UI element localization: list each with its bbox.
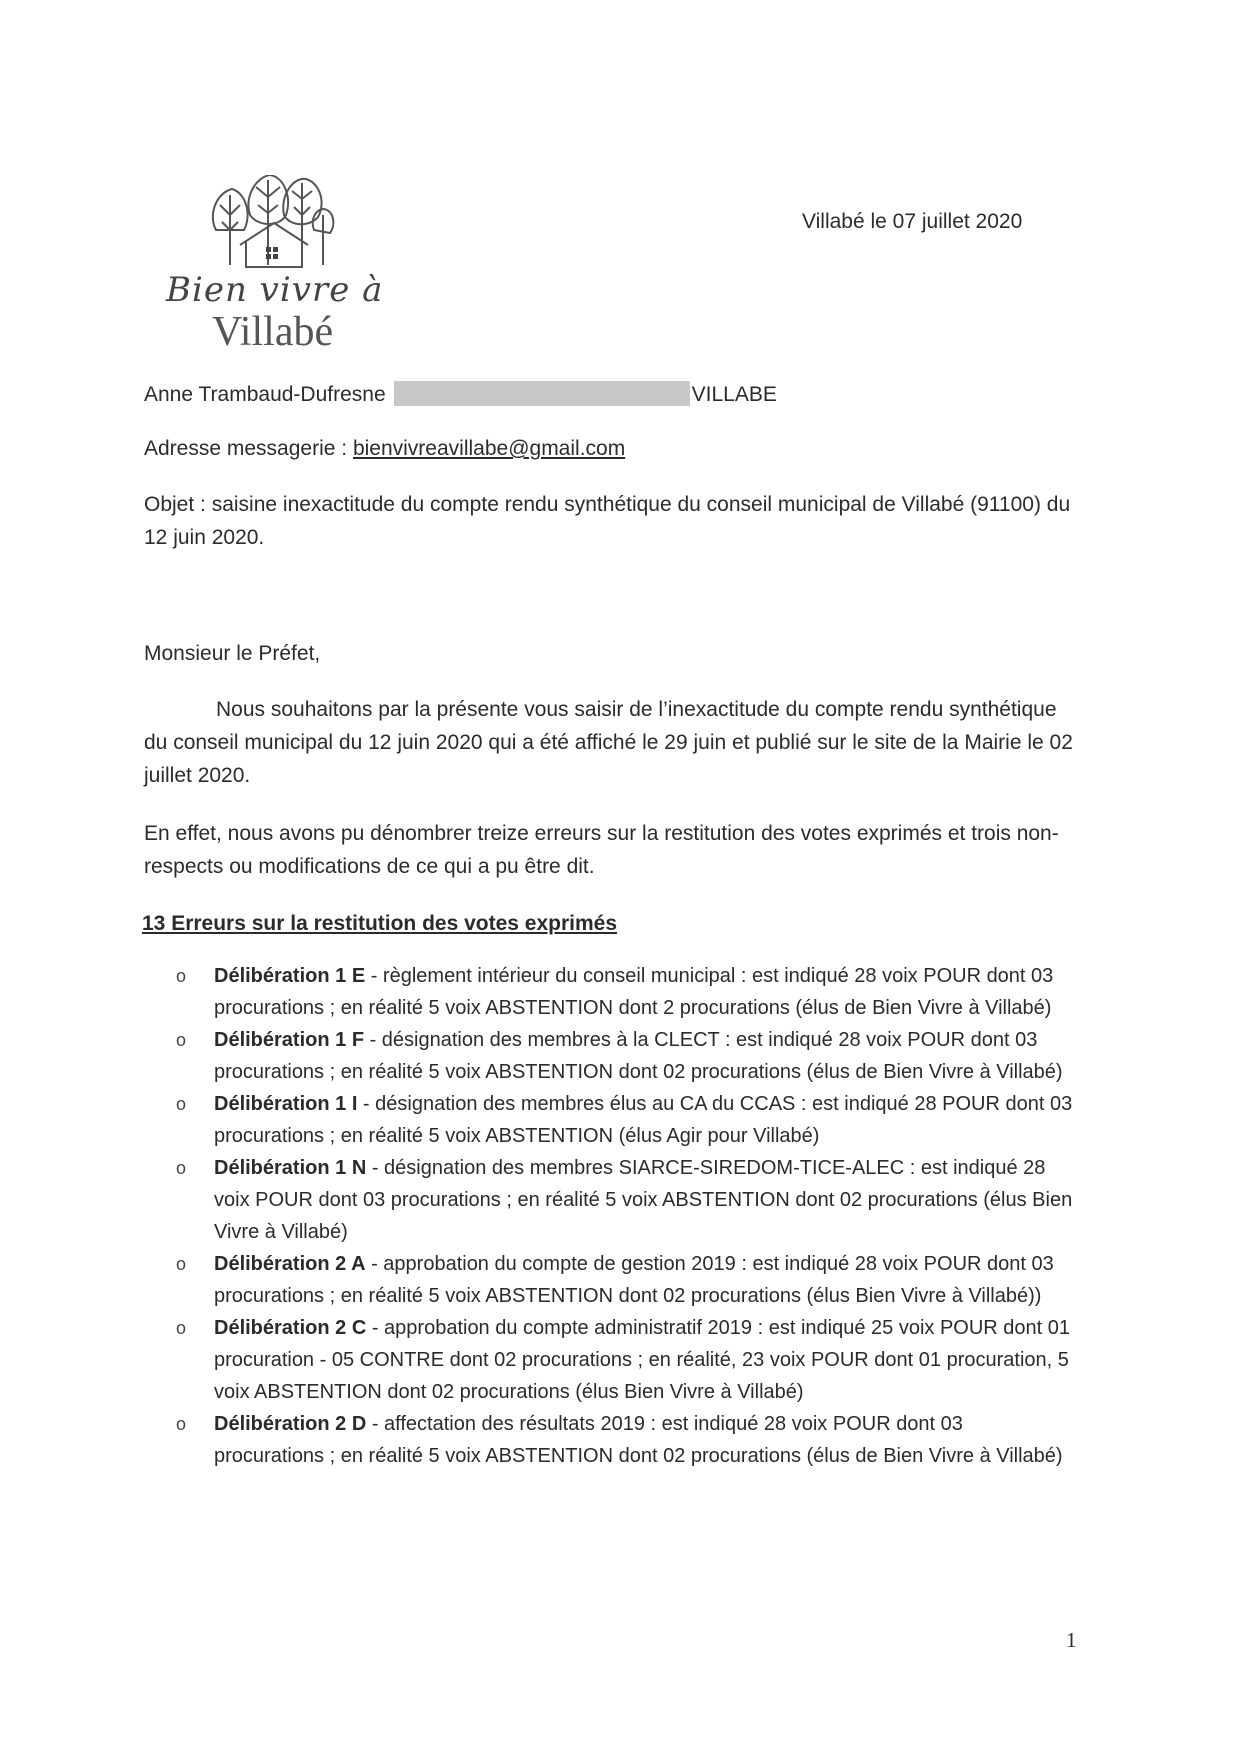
list-item xyxy=(176,1312,1076,1408)
section-title: 13 Erreurs sur la restitution des votes exprimés xyxy=(142,912,618,935)
list-item xyxy=(176,1248,1076,1312)
logo-script-text: Bien vivre à xyxy=(166,270,384,310)
paragraph-1-text: Nous souhaitons par la présente vous saisir de l’inexactitude du compte rendu synthétique du conseil municipal du 12 juin 2020 qui a été affiché le 29 juin et publié sur le site de la Mairie le 02 juillet 2020. xyxy=(144,698,1073,787)
item-label: Délibération 2 A xyxy=(214,1253,366,1275)
body-paragraph-1 xyxy=(144,693,1074,792)
logo-town-name: Villabé xyxy=(212,309,334,355)
item-text: - désignation des membres à la CLECT : est indiqué 28 voix POUR dont 03 procurations ; en réalité 5 voix ABSTENTION dont 02 procurations (élus de Bien Vivre à Villabé) xyxy=(214,1029,1063,1083)
item-label: Délibération 1 F xyxy=(214,1029,365,1051)
bullet-icon: o xyxy=(176,1414,187,1434)
list-item xyxy=(176,1152,1076,1248)
item-label: Délibération 1 I xyxy=(214,1093,358,1115)
item-text: - affectation des résultats 2019 : est indiqué 28 voix POUR dont 03 procurations ; en réalité 5 voix ABSTENTION dont 02 procurations (élus de Bien Vivre à Villabé) xyxy=(214,1413,1063,1467)
item-label: Délibération 2 D xyxy=(214,1413,367,1435)
item-label: Délibération 1 N xyxy=(214,1157,367,1179)
sender-line xyxy=(144,381,777,407)
bullet-icon: o xyxy=(176,966,187,986)
letter-date: Villabé le 07 juillet 2020 xyxy=(802,210,1023,233)
item-text: - désignation des membres élus au CA du CCAS : est indiqué 28 POUR dont 03 procurations ; en réalité 5 voix ABSTENTION (élus Agir pour Villabé) xyxy=(214,1093,1073,1147)
subject-text: Objet : saisine inexactitude du compte rendu synthétique du conseil municipal de Villabé (91100) du 12 juin 2020. xyxy=(144,493,1071,549)
email-line xyxy=(144,437,625,461)
subject-line xyxy=(144,488,1074,554)
item-label: Délibération 1 E xyxy=(214,965,366,987)
list-item xyxy=(176,1024,1076,1088)
list-item xyxy=(176,1088,1076,1152)
association-logo xyxy=(160,170,390,355)
bullet-icon: o xyxy=(176,1030,187,1050)
item-text: - désignation des membres SIARCE-SIREDOM-TICE-ALEC : est indiqué 28 voix POUR dont 03 procurations ; en réalité 5 voix ABSTENTION dont 02 procurations (élus Bien Vivre à Villabé) xyxy=(214,1157,1073,1243)
item-label: Délibération 2 C xyxy=(214,1317,367,1339)
bullet-icon: o xyxy=(176,1254,187,1274)
paragraph-2-text: En effet, nous avons pu dénombrer treize erreurs sur la restitution des votes exprimés et trois non-respects ou modifications de ce qui a pu être dit. xyxy=(144,822,1059,878)
errors-list xyxy=(176,960,1076,1472)
item-text: - approbation du compte administratif 2019 : est indiqué 25 voix POUR dont 01 procuration - 05 CONTRE dont 02 procurations ; en réalité, 23 voix POUR dont 01 procuration, 5 voix ABSTENTION dont 02 procurations (élus Bien Vivre à Villabé) xyxy=(214,1317,1071,1403)
salutation: Monsieur le Préfet, xyxy=(144,642,321,665)
sender-name: Anne Trambaud-Dufresne xyxy=(144,383,386,406)
list-item xyxy=(176,1408,1076,1472)
email-label: Adresse messagerie : xyxy=(144,437,353,460)
redacted-address xyxy=(394,381,690,406)
sender-city: VILLABE xyxy=(691,383,777,406)
body-paragraph-2 xyxy=(144,817,1074,883)
bullet-icon: o xyxy=(176,1318,187,1338)
list-item xyxy=(176,960,1076,1024)
email-link[interactable]: bienvivreavillabe@gmail.com xyxy=(352,437,626,460)
bullet-icon: o xyxy=(176,1158,187,1178)
item-text: - approbation du compte de gestion 2019 : est indiqué 28 voix POUR dont 03 procurations ; en réalité 5 voix ABSTENTION dont 02 procurations (élus Bien Vivre à Villabé)) xyxy=(214,1253,1054,1307)
item-text: - règlement intérieur du conseil municipal : est indiqué 28 voix POUR dont 03 procurations ; en réalité 5 voix ABSTENTION dont 2 procurations (élus de Bien Vivre à Villabé) xyxy=(214,965,1054,1019)
trees-house-icon xyxy=(210,175,340,275)
bullet-icon: o xyxy=(176,1094,187,1114)
page-number: 1 xyxy=(1066,1628,1077,1652)
